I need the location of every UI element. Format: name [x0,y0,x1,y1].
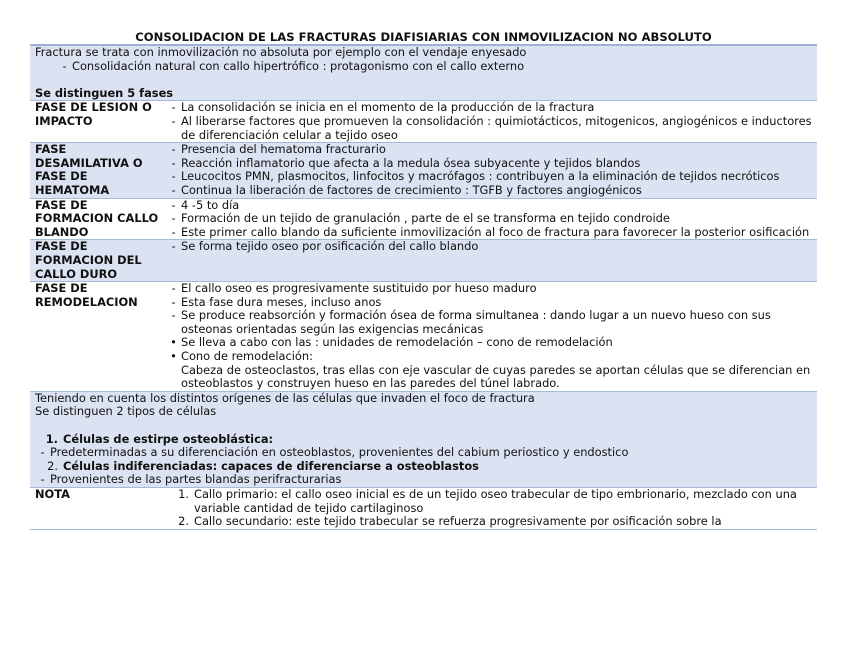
cells-intro-line: Se distinguen 2 tipos de células [35,404,217,419]
list-item: - El callo oseo es progresivamente sustituido por hueso maduro [171,281,537,296]
phase-label: FASE DE FORMACION CALLO BLANDO [35,197,159,239]
cells-intro-line: Teniendo en cuenta los distintos orígenes de las células que invaden el foco de fractura [35,390,535,405]
phase-label: FASE DESAMILATIVA O FASE DE HEMATOMA [35,142,143,197]
phase-content [162,199,817,240]
phase-row-callo-blando [30,199,817,241]
nota-label: NOTA [35,487,70,501]
dash-marker: - [62,58,67,73]
phase-content [162,143,817,197]
phase-row-impacto [30,101,817,143]
list-item: - La consolidación se inicia en el momento de la producción de la fractura [171,100,595,115]
phase-row-callo-duro [30,240,817,282]
list-item: - Se forma tejido oseo por osificación del callo blando [171,239,479,254]
phase-label: FASE DE FORMACION DEL CALLO DURO [35,239,142,281]
document [30,30,817,530]
phase-row-remodelacion [30,282,817,392]
list-item: - Reacción inflamatorio que afecta a la medula ósea subyacente y tejidos blandos [171,155,641,170]
list-item: - Continua la liberación de factores de crecimiento : TGFB y factores angiogénicos [171,182,642,197]
phase-content [162,282,817,391]
phase-content [162,240,817,281]
nota-content [162,488,817,529]
list-item: - Presencia del hematoma fracturario [171,142,386,157]
intro-text: Fractura se trata con inmovilización no absoluta por ejemplo con el vendaje enyesado [35,45,527,59]
cell-type-heading: 1. Células de estirpe osteoblástica: [45,431,274,446]
intro-bullet-text: Consolidación natural con callo hipertrófico : protagonismo con el callo externo [72,58,525,73]
phases-heading: Se distinguen 5 fases [35,85,174,100]
cell-type-detail: - Provenientes de las partes blandas perifracturarias [35,473,817,487]
phase-label: FASE DE REMODELACION [35,281,138,309]
list-item: - Se produce reabsorción y formación ósea de forma simultanea : dando lugar a un nuevo hueso con sus osteonas orientadas según las exigencias mecánicas [171,308,771,336]
dash-marker: - [40,445,45,460]
intro-block [30,46,817,101]
list-item: 2. Callo secundario: este tejido trabecular se refuerza progresivamente por osificación sobre la [178,514,722,529]
list-item: - Este primer callo blando da suficiente inmovilización al foco de fractura para favorecer la posterior osificación [171,224,810,239]
cell-type-heading: 2. Células indiferenciadas: capaces de diferenciarse a osteoblastos [47,458,479,473]
phase-label: FASE DE LESION O IMPACTO [35,100,152,128]
phase-content [162,101,817,142]
document-title: CONSOLIDACION DE LAS FRACTURAS DIAFISIARIAS CON INMOVILIZACION NO ABSOLUTO [30,30,817,46]
list-item: - Formación de un tejido de granulación , parte de el se transforma en tejido condroide [171,211,670,226]
list-item: - Esta fase dura meses, incluso anos [171,294,382,309]
list-item: - 4 -5 to día [171,197,240,212]
list-item: • Se lleva a cabo con las : unidades de remodelación – cono de remodelación [170,335,613,350]
cell-type-detail: - Predeterminadas a su diferenciación en osteoblastos, provenientes del cabium periostico y endostico [35,446,817,460]
list-item: • Cono de remodelación: [170,349,313,364]
list-item: - Al liberarse factores que promueven la consolidación : quimiotácticos, mitogenicos, angiogénicos e inductores de diferenciación celular a tejido oseo [171,113,812,142]
cone-description: Cabeza de osteoclastos, tras ellas con eje vascular de cuyas paredes se aportan células que se diferencian en osteoblastos y construyen hueso en las paredes del túnel labrado. [181,362,811,391]
list-item: 1. Callo primario: el callo oseo inicial es de un tejido oseo trabecular de tipo embrionario, mezclado con una variable cantidad de tejido cartilaginoso [178,487,797,515]
nota-row [30,488,817,530]
phase-row-hematoma [30,143,817,198]
list-item: - Leucocitos PMN, plasmocitos, linfocitos y macrófagos : contribuyen a la eliminación de tejidos necróticos [171,169,780,184]
cell-types-block [30,392,817,488]
dash-marker: - [40,472,45,487]
intro-bullet [35,60,817,74]
